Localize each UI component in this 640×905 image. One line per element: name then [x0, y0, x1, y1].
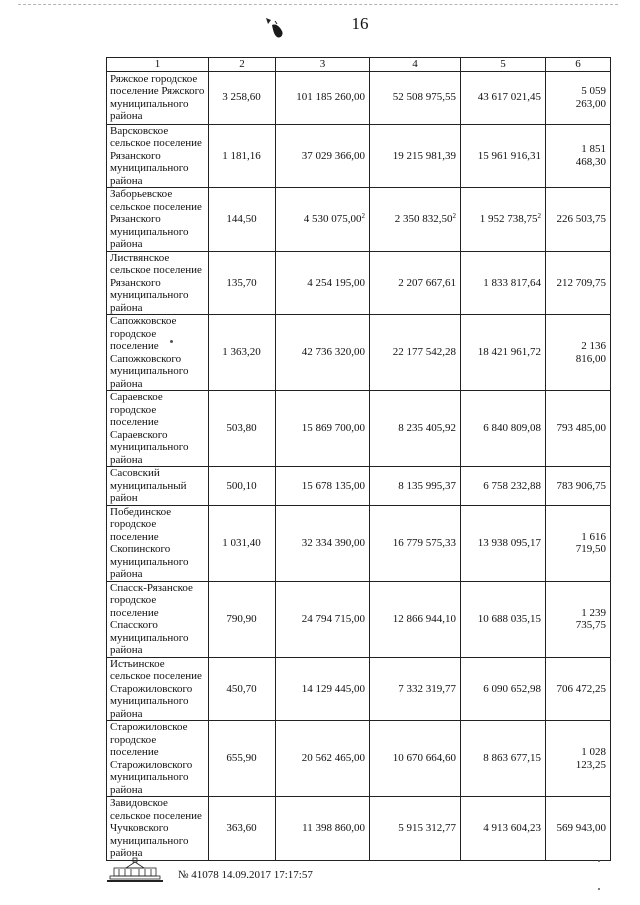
government-building-icon — [106, 857, 164, 883]
col-header-2: 2 — [209, 58, 276, 72]
table-row — [107, 391, 611, 467]
cell-col5 — [461, 188, 546, 252]
document-stamp — [106, 857, 313, 883]
cell-col3: 37 029 366,00 — [276, 124, 370, 188]
cell-col5: 6 840 809,08 — [461, 391, 546, 467]
settlement-name: Сапожковское городское поселение Сапожковского муниципального района — [107, 315, 209, 391]
table-row — [107, 657, 611, 721]
cell-col3: 20 562 465,00 — [276, 721, 370, 797]
table-row — [107, 467, 611, 506]
cell-col2: 655,90 — [209, 721, 276, 797]
footnote-mark: 2 — [452, 212, 456, 220]
cell-col4-value: 2 350 832,50 — [394, 213, 453, 225]
settlement-name: Варсковское сельское поселение Рязанского муниципального района — [107, 124, 209, 188]
cell-col6: 706 472,25 — [546, 657, 611, 721]
settlement-name: Ряжское городское поселение Ряжского муниципального района — [107, 71, 209, 124]
cell-col5: 10 688 035,15 — [461, 581, 546, 657]
cell-col6: 783 906,75 — [546, 467, 611, 506]
cell-col5: 43 617 021,45 — [461, 71, 546, 124]
cell-col6: 1 239 735,75 — [546, 581, 611, 657]
cell-col4: 19 215 981,39 — [370, 124, 461, 188]
settlement-name: Сасовский муниципальный район — [107, 467, 209, 506]
table-row — [107, 581, 611, 657]
cell-col5: 6 758 232,88 — [461, 467, 546, 506]
settlement-name: Сараевское городское поселение Сараевского муниципального района — [107, 391, 209, 467]
table-row — [107, 721, 611, 797]
cell-col4: 8 235 405,92 — [370, 391, 461, 467]
settlement-name: Побединское городское поселение Скопинского муниципального района — [107, 505, 209, 581]
cell-col4: 2 207 667,61 — [370, 251, 461, 315]
cell-col6: 1 616 719,50 — [546, 505, 611, 581]
settlement-name: Спасск-Рязанское городское поселение Спасского муниципального района — [107, 581, 209, 657]
cell-col3-value: 4 530 075,00 — [303, 213, 362, 225]
cell-col2: 144,50 — [209, 188, 276, 252]
table-row — [107, 315, 611, 391]
cell-col6: 1 028 123,25 — [546, 721, 611, 797]
cell-col5-value: 1 952 738,75 — [479, 213, 538, 225]
cell-col6: 793 485,00 — [546, 391, 611, 467]
page-number: 16 — [351, 14, 369, 33]
cell-col4 — [370, 188, 461, 252]
cell-col3: 42 736 320,00 — [276, 315, 370, 391]
cell-col5: 1 833 817,64 — [461, 251, 546, 315]
cell-col3: 4 254 195,00 — [276, 251, 370, 315]
settlement-name: Заборьевское сельское поселение Рязанского муниципального района — [107, 188, 209, 252]
scan-speck — [598, 860, 600, 862]
cell-col2: 503,80 — [209, 391, 276, 467]
settlement-name: Листвянское сельское поселение Рязанского муниципального района — [107, 251, 209, 315]
cell-col2: 790,90 — [209, 581, 276, 657]
cell-col5: 8 863 677,15 — [461, 721, 546, 797]
top-rule — [18, 4, 618, 5]
table-row — [107, 188, 611, 252]
cell-col3: 101 185 260,00 — [276, 71, 370, 124]
cell-col3: 14 129 445,00 — [276, 657, 370, 721]
cell-col6: 226 503,75 — [546, 188, 611, 252]
table-row — [107, 71, 611, 124]
registration-stamp-text: № 41078 14.09.2017 17:17:57 — [178, 869, 313, 881]
cell-col4: 52 508 975,55 — [370, 71, 461, 124]
cell-col2: 500,10 — [209, 467, 276, 506]
cell-col4: 8 135 995,37 — [370, 467, 461, 506]
cell-col2: 450,70 — [209, 657, 276, 721]
cell-col3 — [276, 188, 370, 252]
cell-col2: 3 258,60 — [209, 71, 276, 124]
scan-speck — [170, 340, 173, 343]
cell-col3: 24 794 715,00 — [276, 581, 370, 657]
cell-col5: 13 938 095,17 — [461, 505, 546, 581]
cell-col5: 6 090 652,98 — [461, 657, 546, 721]
cell-col5: 18 421 961,72 — [461, 315, 546, 391]
cell-col3: 11 398 860,00 — [276, 797, 370, 861]
cell-col5: 4 913 604,23 — [461, 797, 546, 861]
col-header-3: 3 — [276, 58, 370, 72]
cell-col6: 5 059 263,00 — [546, 71, 611, 124]
settlement-name: Старожиловское городское поселение Старожиловского муниципального района — [107, 721, 209, 797]
cell-col4: 12 866 944,10 — [370, 581, 461, 657]
cell-col2: 363,60 — [209, 797, 276, 861]
cell-col6: 212 709,75 — [546, 251, 611, 315]
col-header-5: 5 — [461, 58, 546, 72]
col-header-6: 6 — [546, 58, 611, 72]
table-row — [107, 251, 611, 315]
cell-col6: 1 851 468,30 — [546, 124, 611, 188]
cell-col6: 569 943,00 — [546, 797, 611, 861]
scan-speck — [598, 888, 600, 890]
header-row — [107, 58, 611, 72]
data-table — [106, 57, 611, 861]
table-row — [107, 124, 611, 188]
cell-col6: 2 136 816,00 — [546, 315, 611, 391]
col-header-1: 1 — [107, 58, 209, 72]
cell-col2: 1 363,20 — [209, 315, 276, 391]
settlement-name: Истьинское сельское поселение Старожиловского муниципального района — [107, 657, 209, 721]
cell-col5: 15 961 916,31 — [461, 124, 546, 188]
footnote-mark: 2 — [361, 212, 365, 220]
settlement-name: Завидовское сельское поселение Чучковского муниципального района — [107, 797, 209, 861]
cell-col3: 15 869 700,00 — [276, 391, 370, 467]
cell-col4: 22 177 542,28 — [370, 315, 461, 391]
cell-col4: 7 332 319,77 — [370, 657, 461, 721]
cell-col2: 1 181,16 — [209, 124, 276, 188]
cell-col4: 5 915 312,77 — [370, 797, 461, 861]
cell-col4: 10 670 664,60 — [370, 721, 461, 797]
cell-col2: 1 031,40 — [209, 505, 276, 581]
cell-col4: 16 779 575,33 — [370, 505, 461, 581]
footnote-mark: 2 — [537, 212, 541, 220]
table-row — [107, 797, 611, 861]
cell-col2: 135,70 — [209, 251, 276, 315]
table-row — [107, 505, 611, 581]
cell-col3: 32 334 390,00 — [276, 505, 370, 581]
cell-col3: 15 678 135,00 — [276, 467, 370, 506]
col-header-4: 4 — [370, 58, 461, 72]
